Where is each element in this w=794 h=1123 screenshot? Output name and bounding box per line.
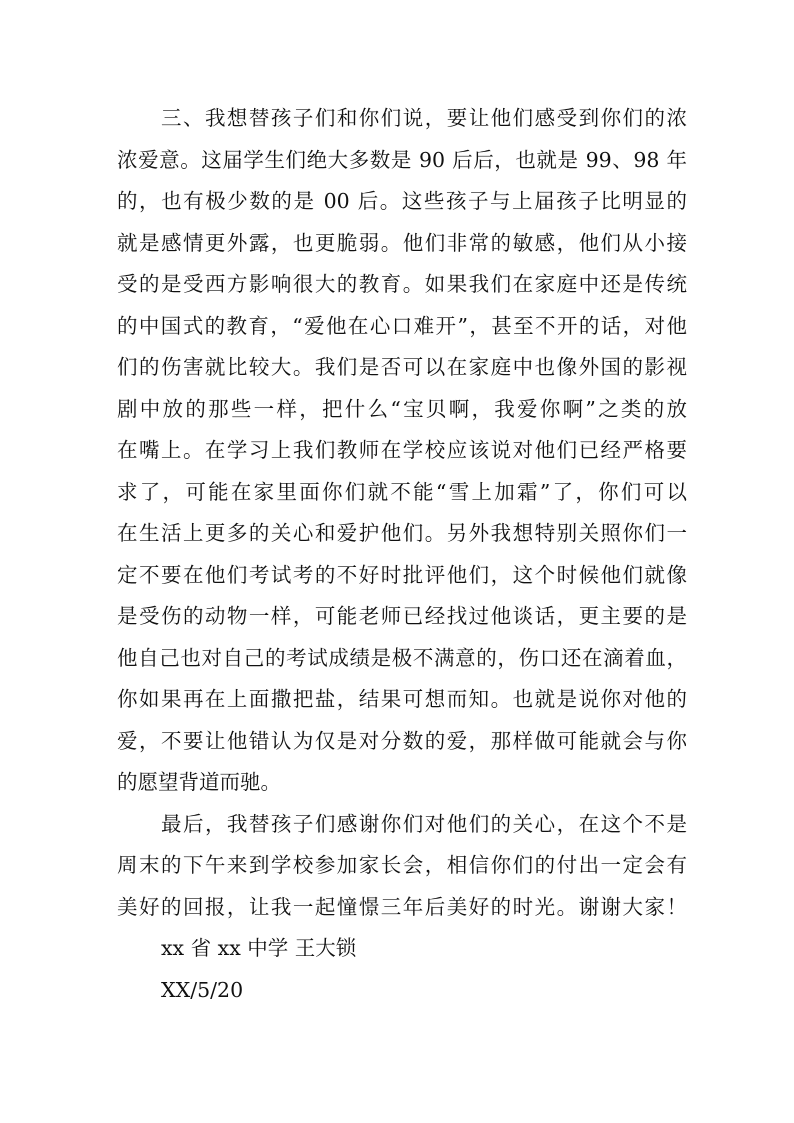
paragraph-three — [117, 98, 687, 804]
paragraph-line: 是受伤的动物一样，可能老师已经找过他谈话，更主要的是 — [117, 604, 687, 628]
paragraph-line: 美好的回报，让我一起憧憬三年后美好的时光。谢谢大家！ — [117, 894, 687, 919]
paragraph-line: 在生活上更多的关心和爱护他们。另外我想特别关照你们一 — [117, 521, 687, 545]
paragraph-line: 最后，我替孩子们感谢你们对他们的关心，在这个不是 — [161, 811, 687, 836]
document-date: XX/5/20 — [161, 977, 244, 1002]
paragraph-line: 就是感情更外露，也更脆弱。他们非常的敏感，他们从小接 — [117, 230, 687, 255]
paragraph-line: 的中国式的教育，“爱他在心口难开”，甚至不开的话，对他 — [117, 313, 687, 338]
paragraph-line: 受的是受西方影响很大的教育。如果我们在家庭中还是传统 — [117, 272, 687, 296]
paragraph-line: 你如果再在上面撒把盐，结果可想而知。也就是说你对他的 — [117, 687, 687, 711]
paragraph-line: 定不要在他们考试考的不好时批评他们，这个时候他们就像 — [117, 562, 687, 587]
paragraph-line: 的愿望背道而驰。 — [117, 770, 281, 794]
paragraph-line: 爱，不要让他错认为仅是对分数的爱，那样做可能就会与你 — [117, 728, 687, 753]
closing-paragraph — [117, 804, 687, 929]
paragraph-line: 周末的下午来到学校参加家长会，相信你们的付出一定会有 — [117, 853, 687, 877]
signature: xx 省 xx 中学 王大锁 — [161, 936, 357, 960]
paragraph-line: 们的伤害就比较大。我们是否可以在家庭中也像外国的影视 — [117, 355, 687, 379]
paragraph-line: 在嘴上。在学习上我们教师在学校应该说对他们已经严格要 — [117, 438, 687, 462]
paragraph-line: 求了，可能在家里面你们就不能“雪上加霜”了，你们可以 — [117, 479, 687, 504]
document-body — [117, 98, 687, 1011]
paragraph-line: 他自己也对自己的考试成绩是极不满意的，伤口还在滴着血， — [117, 645, 687, 670]
paragraph-line: 剧中放的那些一样，把什么“宝贝啊，我爱你啊”之类的放 — [117, 396, 687, 421]
paragraph-line: 浓爱意。这届学生们绝大多数是 90 后后，也就是 99、98 年 — [117, 147, 687, 172]
paragraph-line: 三、我想替孩子们和你们说，要让他们感受到你们的浓 — [161, 106, 687, 130]
paragraph-line: 的，也有极少数的是 00 后。这些孩子与上届孩子比明显的 — [117, 189, 687, 213]
